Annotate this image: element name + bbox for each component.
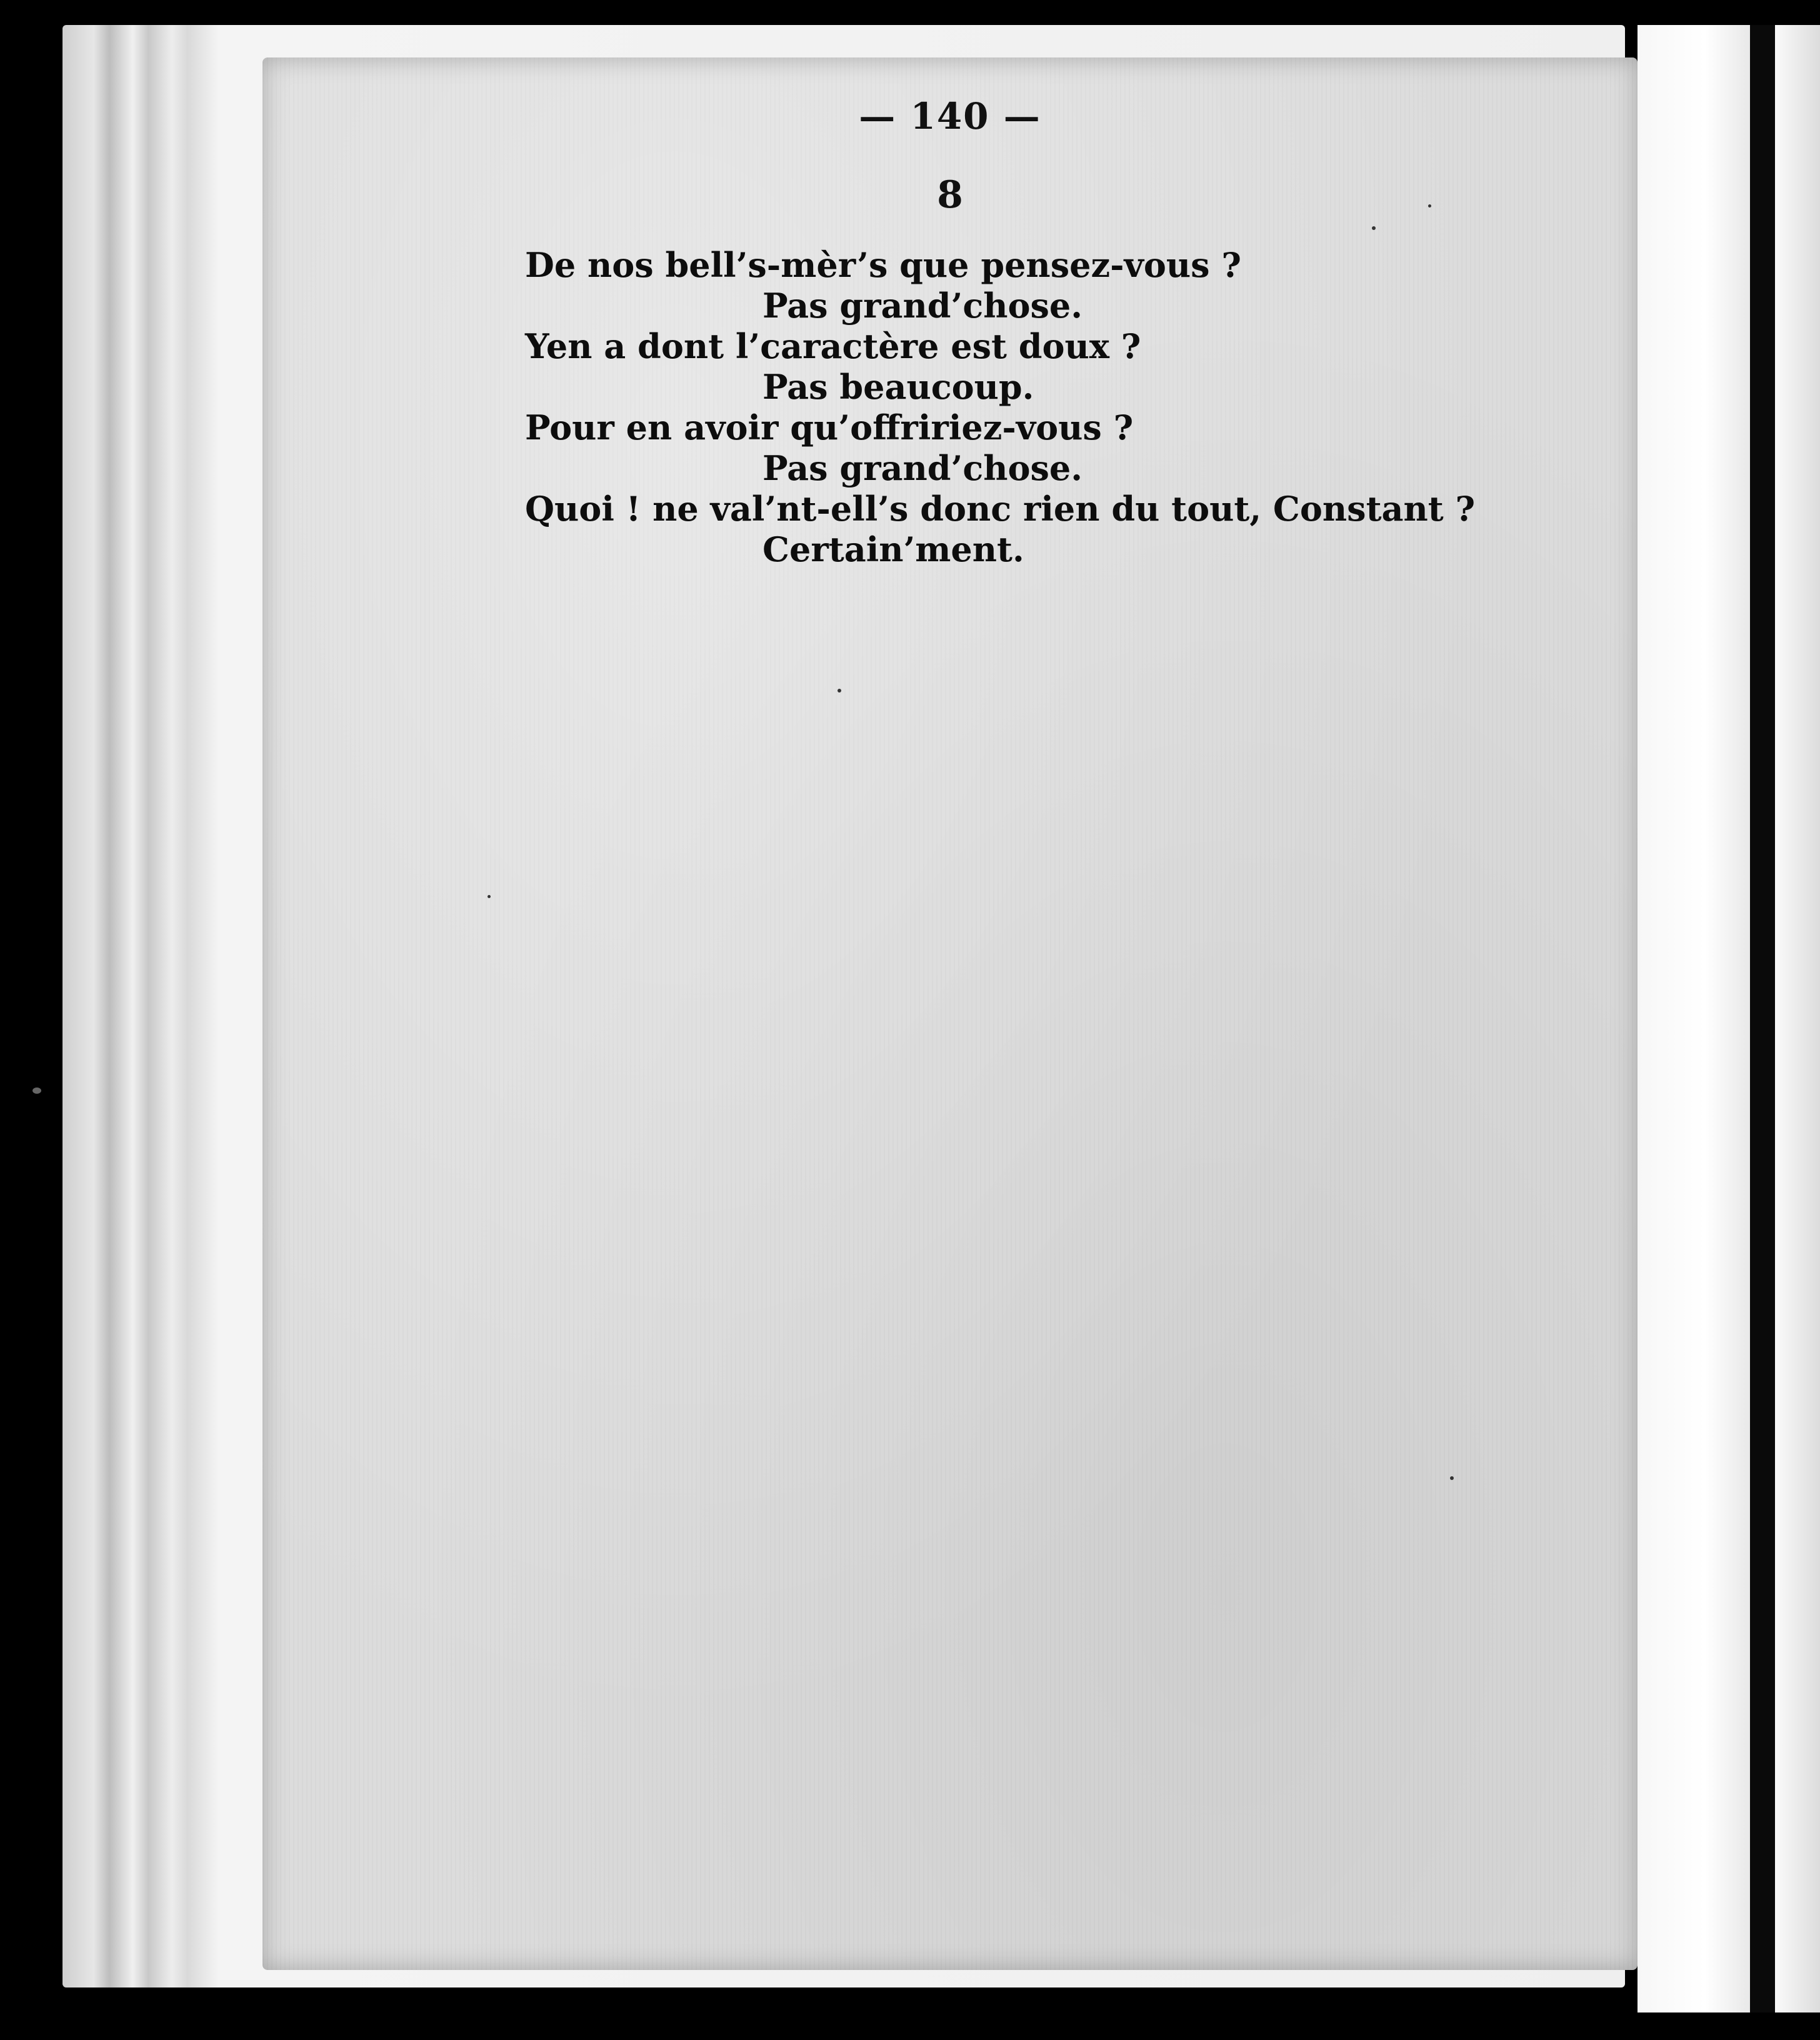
refrain-line: Pas beaucoup. — [762, 367, 1034, 407]
verse-stanza — [525, 245, 1588, 570]
verse-line: Quoi ! ne val’nt-ell’s donc rien du tout, Constant ? — [525, 489, 1476, 529]
dust-speck — [32, 1088, 41, 1094]
printed-page — [262, 58, 1638, 1970]
dust-speck — [1450, 1476, 1454, 1480]
stanza-number: 8 — [937, 173, 963, 217]
verse-line: Pour en avoir qu’offririez-vous ? — [525, 408, 1134, 448]
dust-speck — [1372, 226, 1376, 230]
right-page-margin — [1638, 25, 1750, 2012]
page-number: — 140 — — [859, 95, 1041, 138]
verse-line: Yen a dont l’caractère est doux ? — [525, 326, 1141, 366]
dust-speck — [838, 689, 841, 692]
verse-line: De nos bell’s-mèr’s que pensez-vous ? — [525, 245, 1242, 285]
dust-speck — [1428, 204, 1431, 208]
dust-speck — [488, 895, 491, 898]
refrain-line: Pas grand’chose. — [762, 448, 1083, 488]
refrain-line: Pas grand’chose. — [762, 286, 1083, 326]
adjacent-page-edge — [1775, 25, 1820, 2012]
book-binding-gap — [1750, 25, 1775, 2012]
refrain-line: Certain’ment. — [762, 529, 1024, 569]
